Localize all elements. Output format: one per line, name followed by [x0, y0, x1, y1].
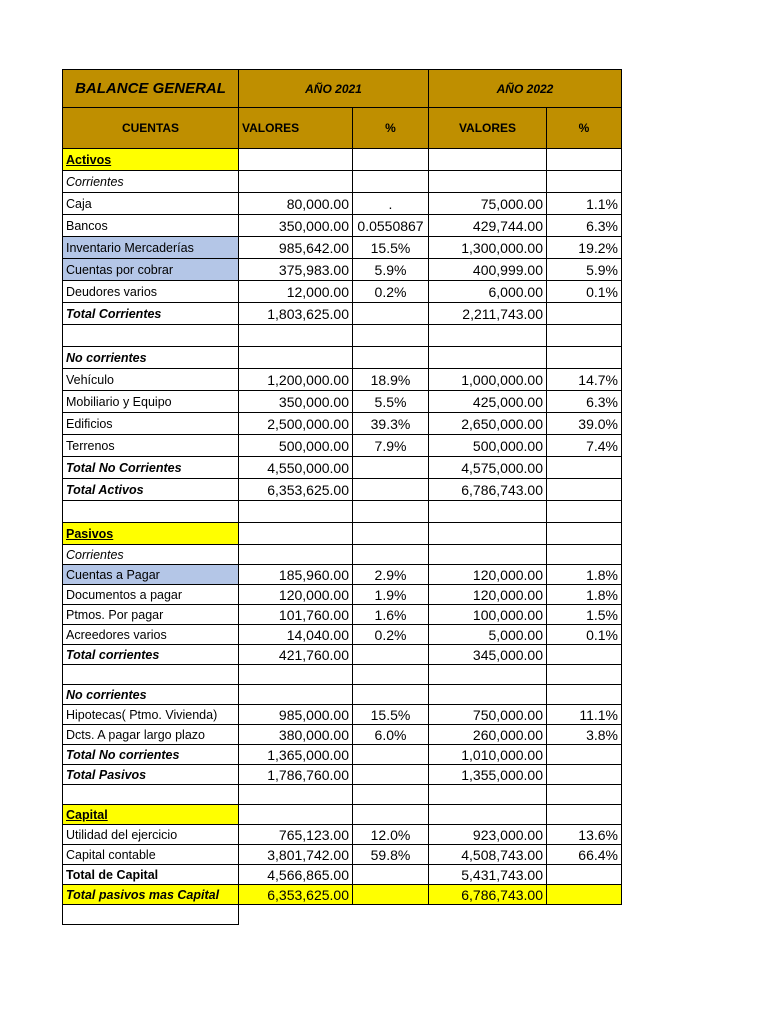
account-label: Total de Capital — [63, 865, 239, 885]
value-2022: 6,786,743.00 — [429, 479, 547, 501]
value-2022: 1,300,000.00 — [429, 237, 547, 259]
pct-2021: 7.9% — [353, 435, 429, 457]
account-label: Terrenos — [63, 435, 239, 457]
pct-2021: . — [353, 193, 429, 215]
value-2022: 5,431,743.00 — [429, 865, 547, 885]
table-row — [63, 565, 622, 585]
value-2022 — [429, 545, 547, 565]
table-row — [63, 259, 622, 281]
value-2021 — [239, 347, 353, 369]
value-2021: 500,000.00 — [239, 435, 353, 457]
value-2021: 120,000.00 — [239, 585, 353, 605]
pct-2021 — [353, 865, 429, 885]
pct-2022 — [547, 645, 622, 665]
value-2021: 4,566,865.00 — [239, 865, 353, 885]
pct-2021: 39.3% — [353, 413, 429, 435]
pct-2022: 11.1% — [547, 705, 622, 725]
pct-2021: 0.2% — [353, 625, 429, 645]
pct-2022 — [547, 149, 622, 171]
pct-2021: 6.0% — [353, 725, 429, 745]
pct-2021 — [353, 885, 429, 905]
account-label: Total No corrientes — [63, 745, 239, 765]
pct-2022 — [547, 805, 622, 825]
pct-2021: 5.9% — [353, 259, 429, 281]
pct-2021: 5.5% — [353, 391, 429, 413]
account-label: Total corrientes — [63, 645, 239, 665]
account-label: Total Corrientes — [63, 303, 239, 325]
empty-cell — [63, 905, 239, 925]
account-label: Activos — [63, 149, 239, 171]
pct-2021: 15.5% — [353, 705, 429, 725]
account-label: Cuentas a Pagar — [63, 565, 239, 585]
year-2022-header: AÑO 2022 — [429, 70, 622, 108]
account-label: Total No Corrientes — [63, 457, 239, 479]
pct-2022 — [547, 523, 622, 545]
col-pct-2021: % — [353, 108, 429, 149]
pct-2022: 19.2% — [547, 237, 622, 259]
table-row — [63, 325, 622, 347]
value-2022: 1,010,000.00 — [429, 745, 547, 765]
value-2022: 5,000.00 — [429, 625, 547, 645]
value-2021: 1,365,000.00 — [239, 745, 353, 765]
value-2022 — [429, 149, 547, 171]
pct-2021: 1.6% — [353, 605, 429, 625]
account-label: Edificios — [63, 413, 239, 435]
value-2022: 260,000.00 — [429, 725, 547, 745]
header-row-columns — [63, 108, 622, 149]
account-label — [63, 325, 239, 347]
account-label: Capital contable — [63, 845, 239, 865]
account-label: Acreedores varios — [63, 625, 239, 645]
value-2021 — [239, 171, 353, 193]
value-2022: 1,000,000.00 — [429, 369, 547, 391]
value-2022 — [429, 665, 547, 685]
value-2022 — [429, 325, 547, 347]
value-2021: 350,000.00 — [239, 391, 353, 413]
pct-2021 — [353, 685, 429, 705]
value-2022: 1,355,000.00 — [429, 765, 547, 785]
value-2021: 421,760.00 — [239, 645, 353, 665]
pct-2022: 7.4% — [547, 435, 622, 457]
table-row — [63, 193, 622, 215]
value-2022: 500,000.00 — [429, 435, 547, 457]
value-2021 — [239, 785, 353, 805]
pct-2021 — [353, 325, 429, 347]
account-label: Documentos a pagar — [63, 585, 239, 605]
pct-2021: 2.9% — [353, 565, 429, 585]
pct-2021 — [353, 457, 429, 479]
pct-2022 — [547, 745, 622, 765]
table-row — [63, 501, 622, 523]
value-2021 — [239, 523, 353, 545]
pct-2022 — [547, 765, 622, 785]
value-2022 — [429, 523, 547, 545]
table-row — [63, 171, 622, 193]
table-row — [63, 523, 622, 545]
value-2021: 1,786,760.00 — [239, 765, 353, 785]
pct-2021 — [353, 805, 429, 825]
pct-2021 — [353, 745, 429, 765]
pct-2021 — [353, 171, 429, 193]
pct-2022: 66.4% — [547, 845, 622, 865]
pct-2022: 6.3% — [547, 215, 622, 237]
pct-2021: 0.0550867 — [353, 215, 429, 237]
account-label: Deudores varios — [63, 281, 239, 303]
col-valores-2021: VALORES — [239, 108, 353, 149]
pct-2022: 1.1% — [547, 193, 622, 215]
pct-2022: 39.0% — [547, 413, 622, 435]
account-label — [63, 665, 239, 685]
account-label — [63, 785, 239, 805]
account-label: Mobiliario y Equipo — [63, 391, 239, 413]
value-2021: 80,000.00 — [239, 193, 353, 215]
pct-2022: 6.3% — [547, 391, 622, 413]
pct-2021 — [353, 347, 429, 369]
value-2021: 1,803,625.00 — [239, 303, 353, 325]
col-cuentas: CUENTAS — [63, 108, 239, 149]
sheet-title: BALANCE GENERAL — [63, 70, 239, 108]
pct-2021: 59.8% — [353, 845, 429, 865]
account-label: Hipotecas( Ptmo. Vivienda) — [63, 705, 239, 725]
value-2021: 765,123.00 — [239, 825, 353, 845]
table-row — [63, 865, 622, 885]
pct-2021: 0.2% — [353, 281, 429, 303]
value-2021: 380,000.00 — [239, 725, 353, 745]
value-2022: 2,211,743.00 — [429, 303, 547, 325]
table-row — [63, 413, 622, 435]
pct-2022: 13.6% — [547, 825, 622, 845]
value-2022: 400,999.00 — [429, 259, 547, 281]
pct-2021 — [353, 765, 429, 785]
header-row-title — [63, 70, 622, 108]
value-2022 — [429, 171, 547, 193]
table-row — [63, 665, 622, 685]
value-2021: 3,801,742.00 — [239, 845, 353, 865]
table-row — [63, 725, 622, 745]
table-row — [63, 585, 622, 605]
table-row — [63, 785, 622, 805]
pct-2021 — [353, 665, 429, 685]
value-2022 — [429, 805, 547, 825]
year-2021-header: AÑO 2021 — [239, 70, 429, 108]
value-2022: 4,508,743.00 — [429, 845, 547, 865]
table-row — [63, 237, 622, 259]
value-2021: 375,983.00 — [239, 259, 353, 281]
pct-2022: 0.1% — [547, 281, 622, 303]
pct-2022 — [547, 171, 622, 193]
value-2022: 120,000.00 — [429, 565, 547, 585]
pct-2022 — [547, 457, 622, 479]
pct-2021 — [353, 479, 429, 501]
pct-2021: 18.9% — [353, 369, 429, 391]
account-label: Caja — [63, 193, 239, 215]
pct-2021 — [353, 545, 429, 565]
pct-2022 — [547, 501, 622, 523]
table-row — [63, 885, 622, 905]
balance-sheet-table — [62, 69, 622, 925]
pct-2021 — [353, 523, 429, 545]
table-row — [63, 545, 622, 565]
pct-2021: 12.0% — [353, 825, 429, 845]
pct-2021 — [353, 785, 429, 805]
table-row — [63, 369, 622, 391]
table-row — [63, 645, 622, 665]
account-label: Bancos — [63, 215, 239, 237]
account-label: Capital — [63, 805, 239, 825]
table-row — [63, 149, 622, 171]
table-row — [63, 215, 622, 237]
table-row — [63, 685, 622, 705]
value-2022 — [429, 347, 547, 369]
account-label: Inventario Mercaderías — [63, 237, 239, 259]
account-label — [63, 501, 239, 523]
pct-2022 — [547, 665, 622, 685]
account-label: Ptmos. Por pagar — [63, 605, 239, 625]
value-2021 — [239, 685, 353, 705]
pct-2021 — [353, 501, 429, 523]
pct-2022 — [547, 785, 622, 805]
value-2021: 2,500,000.00 — [239, 413, 353, 435]
table-row — [63, 347, 622, 369]
value-2021: 185,960.00 — [239, 565, 353, 585]
table-row — [63, 765, 622, 785]
account-label: Corrientes — [63, 545, 239, 565]
value-2022: 429,744.00 — [429, 215, 547, 237]
table-row — [63, 905, 622, 925]
table-row — [63, 825, 622, 845]
table-row — [63, 805, 622, 825]
account-label: No corrientes — [63, 347, 239, 369]
value-2022: 923,000.00 — [429, 825, 547, 845]
pct-2022 — [547, 865, 622, 885]
pct-2022: 14.7% — [547, 369, 622, 391]
value-2021 — [239, 149, 353, 171]
table-row — [63, 281, 622, 303]
value-2021: 6,353,625.00 — [239, 885, 353, 905]
account-label: Vehículo — [63, 369, 239, 391]
pct-2022: 5.9% — [547, 259, 622, 281]
pct-2022 — [547, 885, 622, 905]
pct-2022 — [547, 325, 622, 347]
value-2021 — [239, 805, 353, 825]
table-row — [63, 391, 622, 413]
value-2022 — [429, 785, 547, 805]
value-2022: 750,000.00 — [429, 705, 547, 725]
value-2022: 75,000.00 — [429, 193, 547, 215]
pct-2022 — [547, 479, 622, 501]
col-pct-2022: % — [547, 108, 622, 149]
pct-2021 — [353, 303, 429, 325]
table-row — [63, 605, 622, 625]
value-2021: 1,200,000.00 — [239, 369, 353, 391]
value-2021: 14,040.00 — [239, 625, 353, 645]
account-label: Utilidad del ejercicio — [63, 825, 239, 845]
value-2021 — [239, 325, 353, 347]
pct-2021 — [353, 149, 429, 171]
pct-2022: 1.5% — [547, 605, 622, 625]
value-2022: 6,000.00 — [429, 281, 547, 303]
value-2021: 985,000.00 — [239, 705, 353, 725]
value-2022: 345,000.00 — [429, 645, 547, 665]
pct-2022: 1.8% — [547, 565, 622, 585]
table-row — [63, 457, 622, 479]
pct-2022: 3.8% — [547, 725, 622, 745]
value-2021: 101,760.00 — [239, 605, 353, 625]
account-label: No corrientes — [63, 685, 239, 705]
col-valores-2022: VALORES — [429, 108, 547, 149]
value-2022: 6,786,743.00 — [429, 885, 547, 905]
account-label: Cuentas por cobrar — [63, 259, 239, 281]
table-row — [63, 845, 622, 865]
table-row — [63, 435, 622, 457]
value-2021: 12,000.00 — [239, 281, 353, 303]
value-2021: 4,550,000.00 — [239, 457, 353, 479]
pct-2022: 1.8% — [547, 585, 622, 605]
table-row — [63, 745, 622, 765]
pct-2022 — [547, 303, 622, 325]
table-row — [63, 303, 622, 325]
table-row — [63, 705, 622, 725]
value-2022: 4,575,000.00 — [429, 457, 547, 479]
value-2022: 100,000.00 — [429, 605, 547, 625]
pct-2021: 1.9% — [353, 585, 429, 605]
value-2022: 425,000.00 — [429, 391, 547, 413]
value-2021: 985,642.00 — [239, 237, 353, 259]
value-2022: 2,650,000.00 — [429, 413, 547, 435]
table-row — [63, 625, 622, 645]
value-2021 — [239, 545, 353, 565]
pct-2021: 15.5% — [353, 237, 429, 259]
account-label: Total Pasivos — [63, 765, 239, 785]
value-2022 — [429, 685, 547, 705]
value-2021 — [239, 665, 353, 685]
pct-2022 — [547, 545, 622, 565]
account-label: Total Activos — [63, 479, 239, 501]
value-2021: 6,353,625.00 — [239, 479, 353, 501]
value-2021 — [239, 501, 353, 523]
pct-2022: 0.1% — [547, 625, 622, 645]
pct-2022 — [547, 685, 622, 705]
pct-2021 — [353, 645, 429, 665]
pct-2022 — [547, 347, 622, 369]
account-label: Dcts. A pagar largo plazo — [63, 725, 239, 745]
account-label: Corrientes — [63, 171, 239, 193]
table-row — [63, 479, 622, 501]
account-label: Pasivos — [63, 523, 239, 545]
value-2021: 350,000.00 — [239, 215, 353, 237]
value-2022: 120,000.00 — [429, 585, 547, 605]
value-2022 — [429, 501, 547, 523]
account-label: Total pasivos mas Capital — [63, 885, 239, 905]
